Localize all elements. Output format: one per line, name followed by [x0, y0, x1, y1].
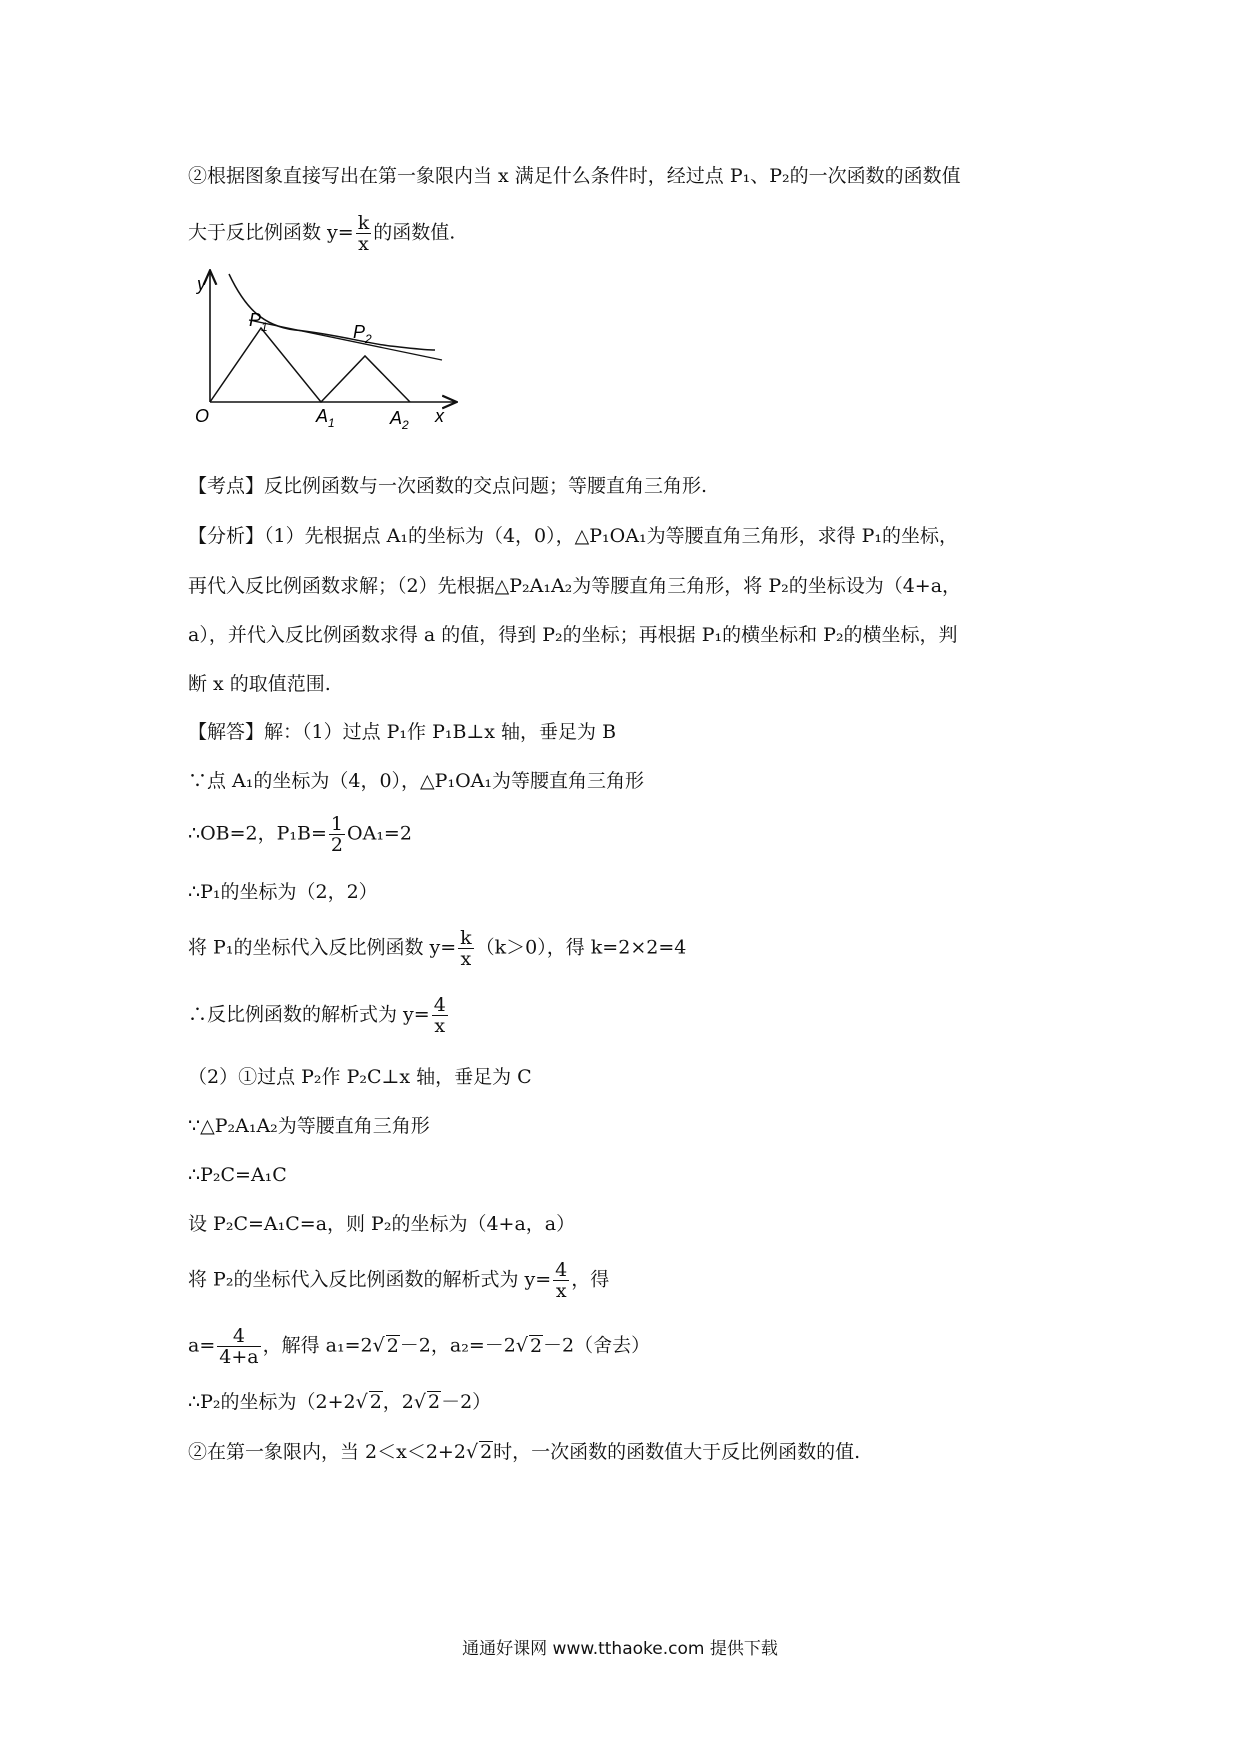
fraction-denominator: x	[555, 1280, 567, 1302]
solution-step-2	[188, 814, 412, 855]
step-12-pre: ∴P₂的坐标为（2+2	[188, 1391, 356, 1413]
step-5-pre: ∴反比例函数的解析式为 y=	[188, 1003, 430, 1026]
solution-step-4	[188, 928, 686, 969]
analysis-line-2: 再代入反比例函数求解；（2）先根据△P₂A₁A₂为等腰直角三角形，将 P₂的坐标设为（4+a，	[188, 575, 962, 597]
origin-label: O	[195, 406, 210, 426]
solution-step-12	[188, 1390, 491, 1414]
step-11-mid-2: －2，a₂=－2	[399, 1334, 516, 1357]
question-line-2-post: 的函数值.	[373, 221, 456, 244]
fraction-k-over-x	[356, 213, 372, 254]
question-line-2	[188, 213, 455, 254]
fraction-4-over-x	[432, 995, 448, 1036]
solution-step-7: ∵△P₂A₁A₂为等腰直角三角形	[188, 1115, 430, 1137]
fraction-4-over-x	[553, 1260, 569, 1301]
isosceles-triangles	[210, 328, 410, 402]
sqrt-radicand: 2	[480, 1441, 493, 1463]
sqrt-radicand: 2	[529, 1334, 543, 1357]
analysis-line-3: a），并代入反比例函数求得 a 的值，得到 P₂的坐标；再根据 P₁的横坐标和 P₂的横坐标，判	[188, 624, 958, 646]
a2-label: $A_2$	[390, 408, 409, 432]
fraction-k-over-x	[458, 928, 474, 969]
x-axis-label: x	[435, 406, 444, 426]
solution-step-13	[188, 1440, 860, 1464]
solution-step-5	[188, 995, 450, 1036]
step-13-post: 时，一次函数的函数值大于反比例函数的值.	[493, 1441, 861, 1463]
solution-step-6: （2）①过点 P₂作 P₂C⊥x 轴，垂足为 C	[188, 1066, 532, 1088]
fraction-one-half	[329, 814, 345, 855]
solution-step-10	[188, 1260, 609, 1301]
function-graph-figure	[185, 268, 475, 468]
analysis-line-1: 【分析】（1）先根据点 A₁的坐标为（4，0），△P₁OA₁为等腰直角三角形，求得 P₁的坐标，	[188, 525, 959, 547]
step-11-pre: a=	[188, 1334, 216, 1357]
fraction-denominator: 4+a	[219, 1346, 259, 1368]
fraction-denominator: x	[434, 1015, 446, 1037]
y-axis-label: y	[197, 274, 206, 294]
fraction-denominator: x	[460, 948, 472, 970]
sqrt-sign: √	[515, 1334, 528, 1357]
fraction-numerator: k	[357, 212, 370, 234]
step-10-pre: 将 P₂的坐标代入反比例函数的解析式为 y=	[188, 1268, 552, 1291]
sqrt-radicand: 2	[428, 1391, 441, 1413]
solution-step-11	[188, 1326, 650, 1367]
p1-label: $P_1$	[249, 310, 268, 334]
solution-step-3: ∴P₁的坐标为（2，2）	[188, 881, 378, 903]
step-2-pre: ∴OB=2，P₁B=	[188, 822, 327, 845]
kaodian-line: 【考点】反比例函数与一次函数的交点问题；等腰直角三角形.	[188, 475, 708, 497]
step-12-post: －2）	[441, 1391, 492, 1413]
question-line-2-pre: 大于反比例函数 y=	[188, 221, 354, 244]
fraction-4-over-4-plus-a	[217, 1326, 260, 1367]
fraction-numerator: k	[460, 927, 472, 949]
solution-step-8: ∴P₂C=A₁C	[188, 1164, 287, 1186]
step-13-pre: ②在第一象限内，当 2＜x＜2+2	[188, 1441, 466, 1463]
fraction-numerator: 4	[217, 1326, 260, 1347]
step-11-mid-1: ，解得 a₁=2	[262, 1334, 373, 1357]
step-4-pre: 将 P₁的坐标代入反比例函数 y=	[188, 936, 457, 959]
step-10-post: ，得	[571, 1268, 610, 1291]
page-footer: 通通好课网 www.tthaoke.com 提供下载	[462, 1639, 778, 1659]
analysis-line-4: 断 x 的取值范围.	[188, 673, 331, 695]
sqrt-radicand: 2	[369, 1391, 382, 1413]
answer-heading-line: 【解答】解：（1）过点 P₁作 P₁B⊥x 轴，垂足为 B	[188, 721, 617, 743]
a1-label: $A_1$	[316, 406, 335, 430]
sqrt-sign: √	[465, 1441, 479, 1463]
solution-step-1: ∵点 A₁的坐标为（4，0），△P₁OA₁为等腰直角三角形	[188, 770, 644, 792]
sqrt-sign: √	[372, 1334, 385, 1357]
question-line-1: ②根据图象直接写出在第一象限内当 x 满足什么条件时，经过点 P₁、P₂的一次函数的函数值	[188, 165, 961, 187]
step-12-mid: ，2	[382, 1391, 414, 1413]
step-2-post: OA₁=2	[347, 822, 412, 845]
sqrt-sign: √	[413, 1391, 426, 1413]
solution-step-9: 设 P₂C=A₁C=a，则 P₂的坐标为（4+a，a）	[188, 1213, 576, 1235]
fraction-numerator: 1	[330, 813, 344, 835]
fraction-denominator: 2	[330, 834, 344, 856]
linear-function-line	[249, 320, 442, 360]
fraction-numerator: 4	[555, 1259, 568, 1281]
p2-label: $P_2$	[353, 322, 372, 346]
sqrt-radicand: 2	[386, 1334, 399, 1357]
fraction-numerator: 4	[433, 994, 446, 1016]
fraction-denominator: x	[358, 233, 369, 255]
step-11-post: －2（舍去）	[543, 1334, 651, 1357]
sqrt-sign: √	[355, 1391, 368, 1413]
step-4-post: （k＞0），得 k=2×2=4	[475, 936, 687, 959]
